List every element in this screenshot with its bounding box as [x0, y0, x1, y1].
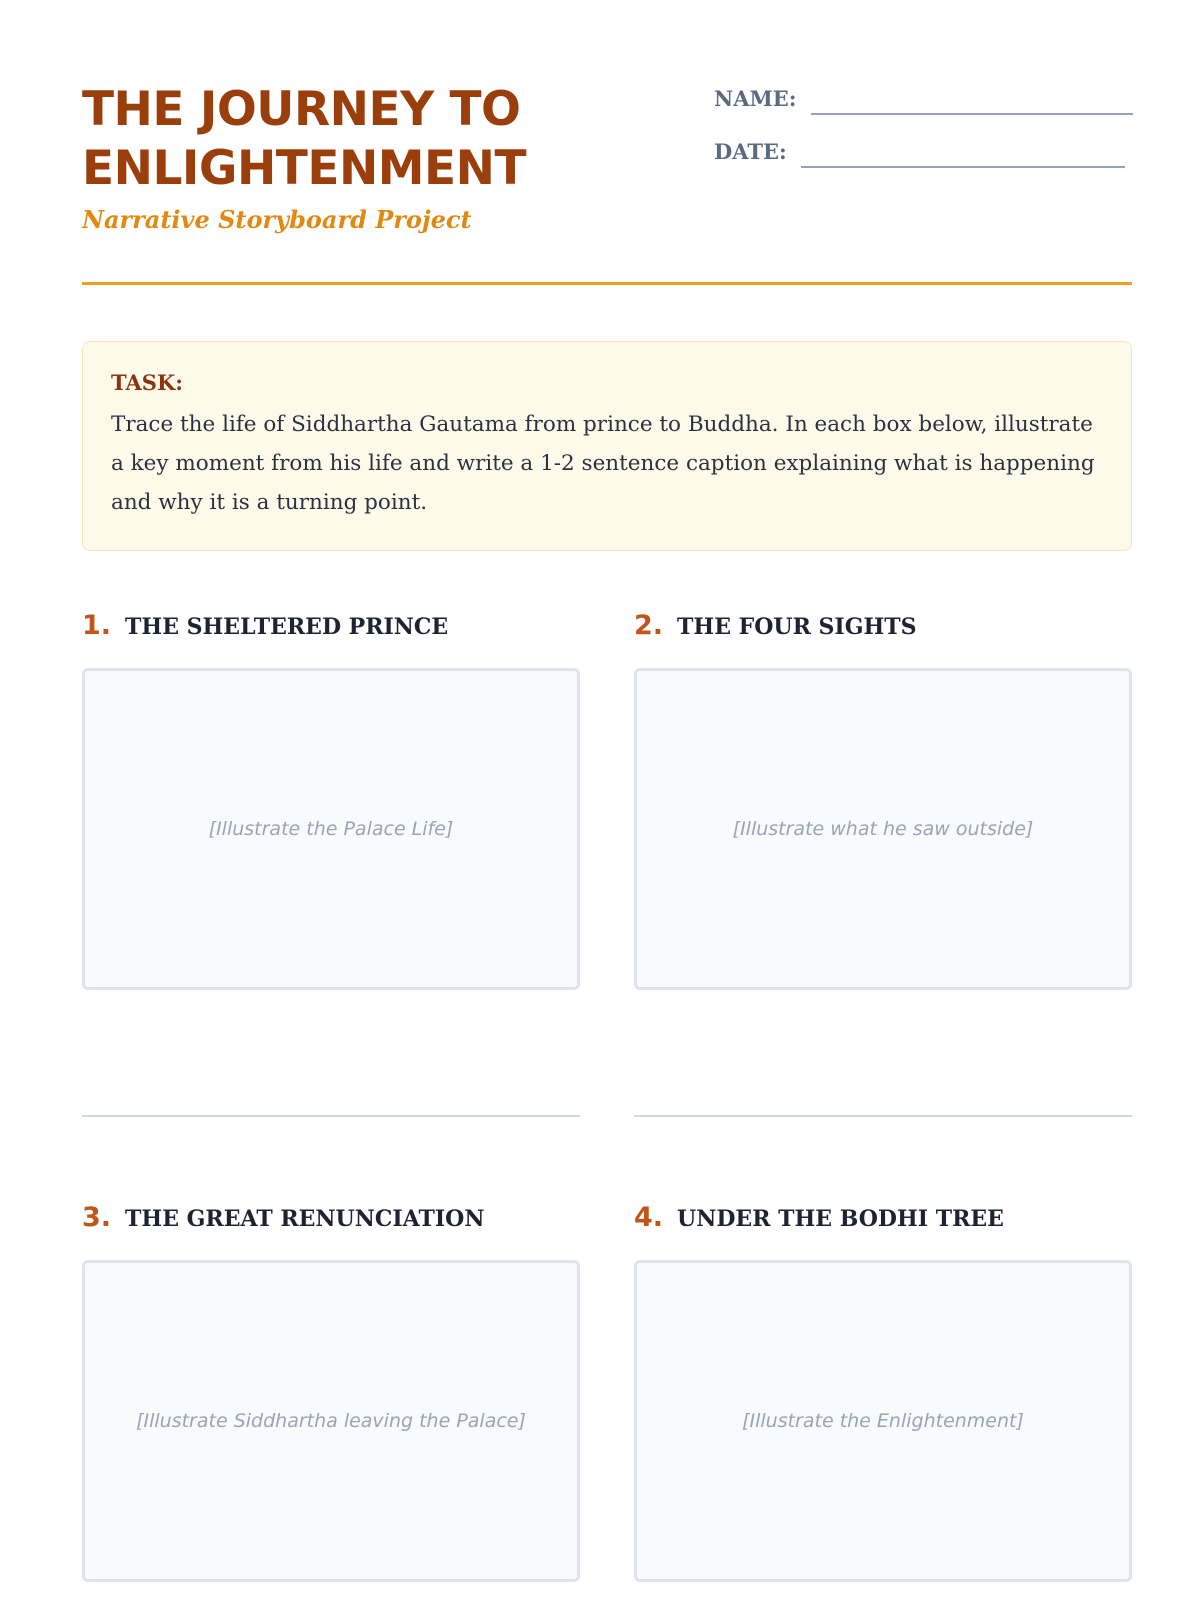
panel-title: THE FOUR SIGHTS	[677, 614, 917, 640]
illustration-placeholder: [Illustrate the Enlightenment]	[742, 1410, 1024, 1432]
illustration-placeholder: [Illustrate Siddhartha leaving the Palace]	[136, 1410, 526, 1432]
storyboard-panel-2	[634, 610, 1132, 840]
illustration-box[interactable]	[634, 668, 1132, 990]
name-field	[714, 86, 1133, 111]
storyboard-panel-1	[82, 610, 580, 840]
date-input-line[interactable]	[801, 166, 1125, 168]
illustration-box[interactable]	[82, 668, 580, 990]
panel-heading	[634, 610, 1132, 650]
storyboard-panel-3	[82, 1202, 580, 1432]
date-label: DATE:	[714, 139, 787, 164]
panel-number: 4.	[634, 1202, 664, 1233]
caption-line[interactable]	[634, 1115, 1132, 1117]
panel-number: 1.	[82, 610, 112, 641]
worksheet-page	[82, 0, 1132, 1600]
panel-title: THE SHELTERED PRINCE	[125, 614, 449, 640]
date-field	[714, 139, 1125, 164]
task-instructions: Trace the life of Siddhartha Gautama from prince to Buddha. In each box below, illustrate a key moment from his life and write a 1-2 sentence caption explaining what is happening and why it is a turning point.	[111, 412, 1095, 515]
panel-heading	[82, 1202, 580, 1242]
name-input-line[interactable]	[811, 113, 1133, 115]
storyboard-panel-4	[634, 1202, 1132, 1432]
title-line-1: THE JOURNEY TO	[82, 82, 521, 137]
panel-heading	[82, 610, 580, 650]
panel-number: 2.	[634, 610, 664, 641]
panel-number: 3.	[82, 1202, 112, 1233]
panel-heading	[634, 1202, 1132, 1242]
panel-title: THE GREAT RENUNCIATION	[125, 1206, 485, 1232]
page-subtitle: Narrative Storyboard Project	[82, 205, 472, 234]
illustration-box[interactable]	[634, 1260, 1132, 1582]
illustration-placeholder: [Illustrate the Palace Life]	[208, 818, 454, 840]
task-label: TASK:	[111, 370, 183, 395]
illustration-box[interactable]	[82, 1260, 580, 1582]
title-line-2: ENLIGHTENMENT	[82, 141, 527, 196]
panel-title: UNDER THE BODHI TREE	[677, 1206, 1004, 1232]
page-title	[82, 80, 642, 198]
illustration-placeholder: [Illustrate what he saw outside]	[732, 818, 1034, 840]
task-box	[82, 341, 1132, 551]
name-label: NAME:	[714, 86, 797, 111]
header-divider	[82, 282, 1132, 285]
caption-line[interactable]	[82, 1115, 580, 1117]
